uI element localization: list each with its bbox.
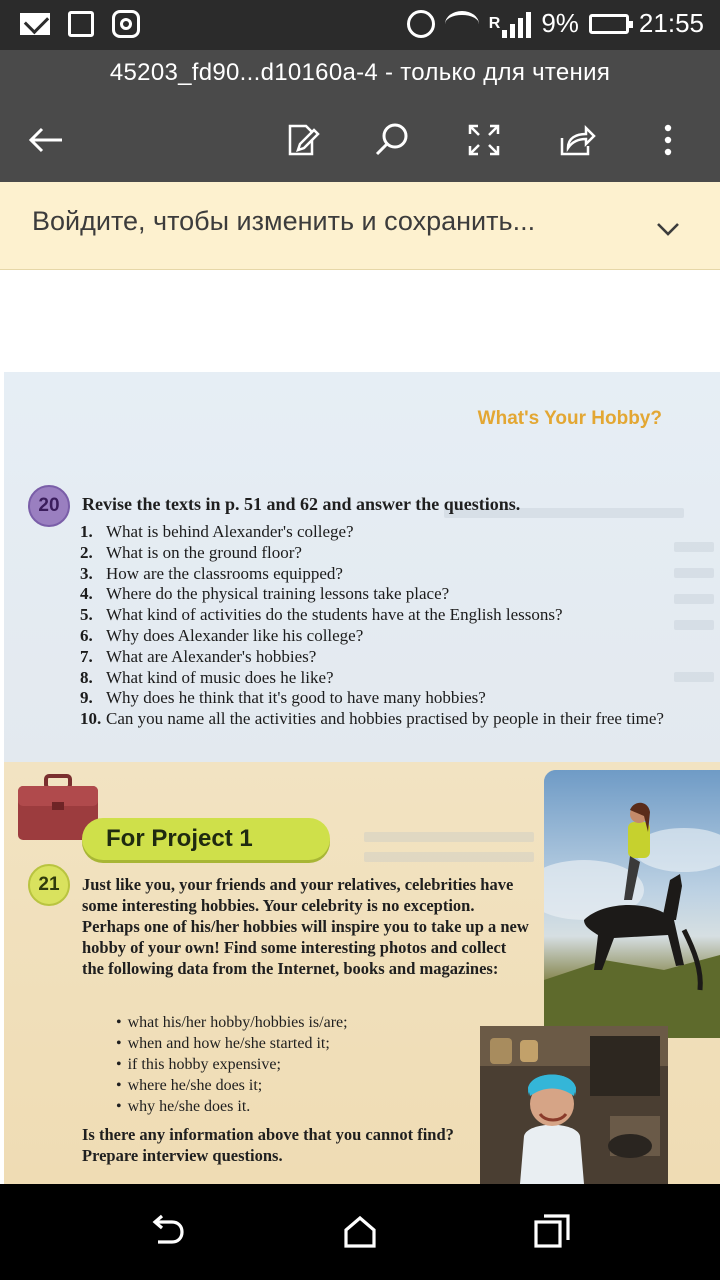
question-number: 1. xyxy=(80,522,93,541)
question-number: 8. xyxy=(80,667,93,687)
question-item xyxy=(80,709,700,730)
chevron-down-icon[interactable] xyxy=(654,214,682,242)
roaming-indicator: R xyxy=(488,14,501,32)
question-item xyxy=(80,522,700,543)
battery-charging-icon xyxy=(589,14,629,34)
bullet-item: • where he/she does it; xyxy=(128,1075,448,1096)
section-header: What's Your Hobby? xyxy=(477,408,662,429)
question-item xyxy=(80,564,700,585)
project-label-pill xyxy=(82,818,330,860)
question-number: 7. xyxy=(80,646,93,666)
more-options-button[interactable] xyxy=(642,114,694,166)
alarm-icon xyxy=(407,10,435,38)
banner-text: Войдите, чтобы изменить и сохранить... xyxy=(32,206,536,236)
flipboard-icon xyxy=(68,11,94,37)
question-number: 3. xyxy=(80,563,93,583)
question-text: What is behind Alexander's college? xyxy=(106,522,354,541)
data-bullet-list xyxy=(128,1012,448,1117)
bullet-item: • if this hobby expensive; xyxy=(128,1054,448,1075)
exercise-21-badge: 21 xyxy=(28,864,70,906)
question-item xyxy=(80,605,700,626)
question-text: Why does Alexander like his college? xyxy=(106,625,364,645)
battery-percent: 9% xyxy=(541,8,579,38)
question-text: What kind of music does he like? xyxy=(106,667,334,687)
question-item xyxy=(80,584,700,605)
toolbar xyxy=(0,106,720,172)
back-nav-icon[interactable] xyxy=(144,1210,188,1254)
question-item xyxy=(80,543,700,564)
question-number: 4. xyxy=(80,584,93,604)
notification-icons xyxy=(20,10,140,38)
question-item xyxy=(80,626,700,647)
share-button[interactable] xyxy=(550,114,602,166)
more-vertical-icon xyxy=(648,120,688,160)
exercise-20-badge: 20 xyxy=(28,485,70,527)
question-item xyxy=(80,647,700,668)
question-number: 5. xyxy=(80,605,93,625)
back-button[interactable] xyxy=(20,114,72,166)
document-page xyxy=(4,372,720,1184)
share-icon xyxy=(556,120,596,160)
bleed-through-line xyxy=(364,832,534,842)
question-text: What are Alexander's hobbies? xyxy=(106,646,317,666)
question-text: What is on the ground floor? xyxy=(106,542,302,562)
instagram-icon xyxy=(112,10,140,38)
question-number: 9. xyxy=(80,688,93,708)
wifi-icon xyxy=(445,11,479,37)
question-number: 2. xyxy=(80,542,93,562)
search-button[interactable] xyxy=(366,114,418,166)
signal-icon xyxy=(502,10,531,38)
mail-icon xyxy=(20,13,50,35)
question-item xyxy=(80,688,700,709)
home-nav-icon[interactable] xyxy=(338,1210,382,1254)
question-item xyxy=(80,668,700,689)
cook-kitchen-photo xyxy=(480,1026,668,1184)
bleed-through-line xyxy=(364,852,534,862)
document-title: 45203_fd90...d10160a-4 - только для чтения xyxy=(109,59,611,86)
arrow-left-icon xyxy=(26,120,66,160)
edit-pencil-icon xyxy=(282,120,322,160)
question-text: Where do the physical training lessons take place? xyxy=(106,584,450,604)
recent-apps-nav-icon[interactable] xyxy=(530,1210,574,1254)
system-icons xyxy=(407,8,704,39)
bullet-item: • what his/her hobby/hobbies is/are; xyxy=(128,1012,448,1033)
question-number: 10. xyxy=(80,709,102,729)
navigation-bar xyxy=(0,1184,720,1280)
question-text: How are the classrooms equipped? xyxy=(106,563,343,583)
document-viewer[interactable] xyxy=(0,270,720,1184)
exercise-20-title: Revise the texts in p. 51 and 62 and answer the questions. xyxy=(82,494,521,514)
question-text: Can you name all the activities and hobbies practised by people in their free time? xyxy=(106,709,664,729)
exercise-21-footer: Is there any information above that you cannot find? Prepare interview questions. xyxy=(82,1125,454,1165)
edit-button[interactable] xyxy=(276,114,328,166)
horse-rider-photo xyxy=(544,770,720,1038)
fullscreen-button[interactable] xyxy=(458,114,510,166)
status-bar xyxy=(0,0,720,50)
clock: 21:55 xyxy=(638,8,704,38)
project-label: For Project 1 xyxy=(106,825,253,852)
expand-icon xyxy=(464,120,504,160)
question-text: Why does he think that it's good to have many hobbies? xyxy=(106,688,486,708)
bullet-item: • when and how he/she started it; xyxy=(128,1033,448,1054)
question-list xyxy=(80,522,700,730)
search-icon xyxy=(372,120,412,160)
question-number: 6. xyxy=(80,625,93,645)
exercise-21-text: Just like you, your friends and your relatives, celebrities have some interesting hobbies. Your celebrity is no exception. Perhaps one of his/her hobbies will inspire you to take up a new hobby of your own! Find some interesting photos and collect the following data from the Internet, books and magazines: xyxy=(82,875,529,978)
sign-in-banner[interactable] xyxy=(0,182,720,270)
app-header xyxy=(0,50,720,182)
bullet-item: • why he/she does it. xyxy=(128,1096,448,1117)
question-text: What kind of activities do the students have at the English lessons? xyxy=(106,605,563,625)
